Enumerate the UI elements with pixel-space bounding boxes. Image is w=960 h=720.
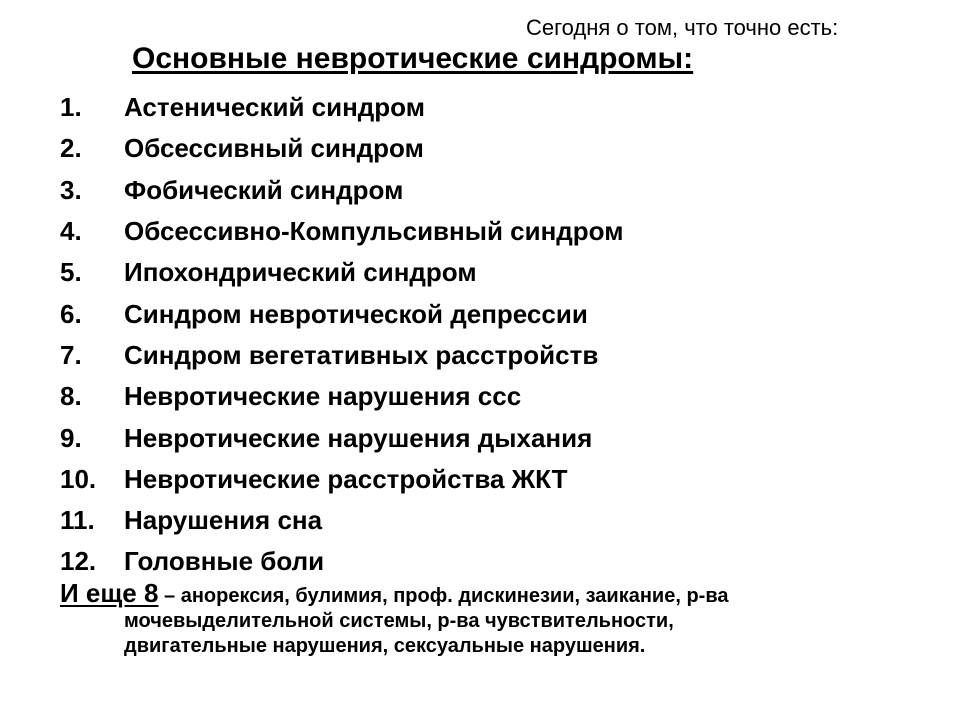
extra-line-1: – анорексия, булимия, проф. дискинезии, заикание, р-ва bbox=[158, 585, 729, 607]
list-item bbox=[60, 170, 623, 211]
item-number: 1. bbox=[60, 92, 82, 123]
extra-note bbox=[60, 578, 920, 659]
item-text: Обсессивный синдром bbox=[124, 133, 424, 164]
slide-title: Основные невротические синдромы: bbox=[132, 42, 694, 75]
extra-line-2: мочевыделительной системы, р-ва чувствительности, bbox=[124, 610, 674, 632]
item-text: Головные боли bbox=[124, 546, 325, 577]
list-item bbox=[60, 541, 623, 582]
extra-continuation bbox=[60, 609, 920, 659]
item-number: 10. bbox=[60, 463, 97, 494]
item-text: Синдром невротической депрессии bbox=[124, 298, 588, 329]
item-number: 3. bbox=[60, 174, 82, 205]
extra-line-3: двигательные нарушения, сексуальные нарушения. bbox=[124, 635, 646, 657]
list-item bbox=[60, 376, 623, 417]
item-text: Астенический синдром bbox=[124, 92, 425, 123]
list-item bbox=[60, 293, 623, 334]
item-number: 4. bbox=[60, 216, 82, 247]
item-text: Фобический синдром bbox=[124, 174, 404, 205]
list-item bbox=[60, 417, 623, 458]
list-item bbox=[60, 87, 623, 128]
list-item bbox=[60, 459, 623, 500]
item-number: 7. bbox=[60, 339, 82, 370]
top-note: Сегодня о том, что точно есть: bbox=[526, 15, 839, 40]
item-number: 2. bbox=[60, 133, 82, 164]
list-item bbox=[60, 500, 623, 541]
item-text: Ипохондрический синдром bbox=[124, 257, 477, 288]
list-item bbox=[60, 128, 623, 169]
item-number: 11. bbox=[60, 505, 95, 536]
item-text: Невротические нарушения дыхания bbox=[124, 422, 593, 453]
list-item bbox=[60, 252, 623, 293]
item-text: Невротические расстройства ЖКТ bbox=[124, 463, 568, 494]
syndrome-list bbox=[60, 87, 623, 583]
item-text: Синдром вегетативных расстройств bbox=[124, 339, 599, 370]
item-number: 5. bbox=[60, 257, 82, 288]
item-text: Обсессивно-Компульсивный синдром bbox=[124, 216, 624, 247]
item-number: 9. bbox=[60, 422, 82, 453]
item-text: Нарушения сна bbox=[124, 505, 323, 536]
item-number: 6. bbox=[60, 298, 82, 329]
extra-first-line bbox=[60, 578, 920, 609]
item-text: Невротические нарушения ссс bbox=[124, 381, 522, 412]
item-number: 12. bbox=[60, 546, 97, 577]
item-number: 8. bbox=[60, 381, 82, 412]
list-item bbox=[60, 335, 623, 376]
extra-lead: И еще 8 bbox=[60, 578, 159, 608]
list-item bbox=[60, 211, 623, 252]
